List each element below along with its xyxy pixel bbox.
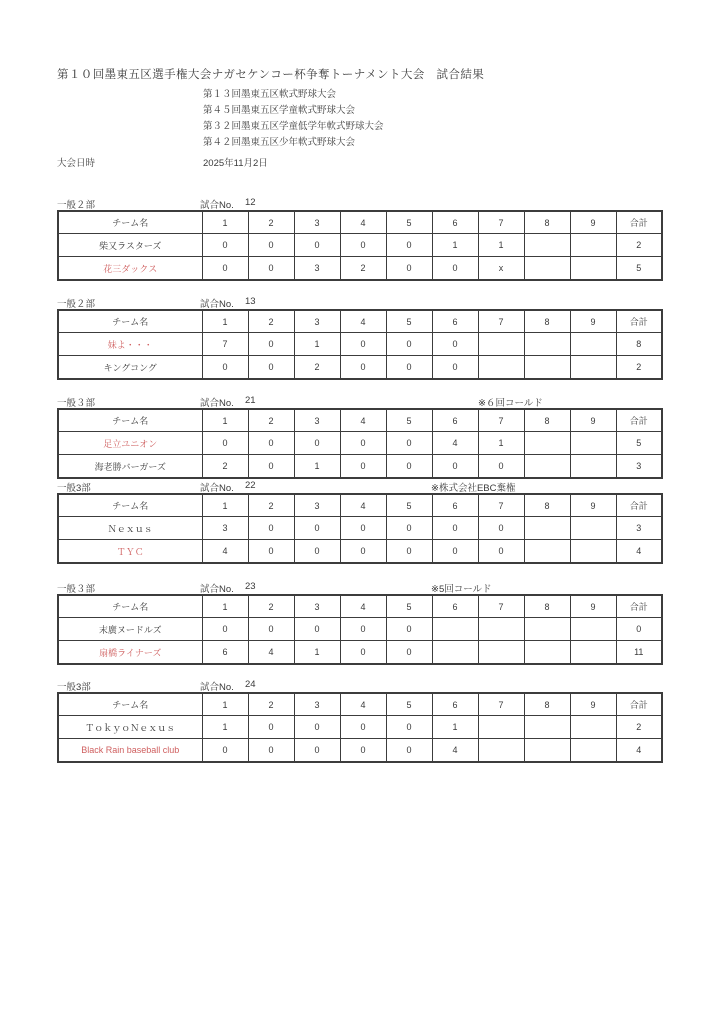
total-cell: 8: [616, 333, 662, 356]
inning-header: 4: [340, 595, 386, 618]
inning-cell: [524, 455, 570, 479]
header-row: [58, 693, 662, 716]
inning-cell: 0: [248, 234, 294, 257]
division-label: 一般3部: [57, 483, 91, 494]
inning-cell: [478, 716, 524, 739]
inning-header: 8: [524, 693, 570, 716]
inning-header: 6: [432, 409, 478, 432]
total-cell: 3: [616, 517, 662, 540]
inning-cell: [478, 641, 524, 665]
inning-cell: [524, 333, 570, 356]
team-name-cell: 足立ユニオン: [58, 432, 202, 455]
inning-cell: 3: [202, 517, 248, 540]
inning-cell: [570, 716, 616, 739]
inning-cell: 0: [432, 540, 478, 564]
inning-header: 3: [294, 595, 340, 618]
total-cell: 0: [616, 618, 662, 641]
score-table: [57, 408, 663, 479]
inning-cell: 1: [294, 455, 340, 479]
inning-cell: 4: [248, 641, 294, 665]
inning-cell: 0: [386, 716, 432, 739]
inning-cell: 0: [294, 234, 340, 257]
total-cell: 5: [616, 432, 662, 455]
header-row: [58, 494, 662, 517]
inning-header: 3: [294, 211, 340, 234]
inning-cell: 4: [202, 540, 248, 564]
inning-header: 9: [570, 409, 616, 432]
inning-cell: [524, 716, 570, 739]
inning-cell: 0: [386, 455, 432, 479]
inning-cell: 0: [432, 257, 478, 281]
team-name-cell: 扇橋ライナーズ: [58, 641, 202, 665]
inning-header: 3: [294, 693, 340, 716]
inning-header: 7: [478, 409, 524, 432]
page-title: 第１０回墨東五区選手権大会ナガセケンコー杯争奪トーナメント大会 試合結果: [57, 69, 485, 81]
inning-cell: [524, 540, 570, 564]
inning-cell: 0: [386, 618, 432, 641]
inning-header: 5: [386, 494, 432, 517]
team-name-cell: ＴｏｋｙｏＮｅｘｕｓ: [58, 716, 202, 739]
game-no-value: 22: [245, 480, 256, 491]
table-row: [58, 517, 662, 540]
inning-header: 9: [570, 595, 616, 618]
inning-header: 7: [478, 494, 524, 517]
inning-cell: 0: [202, 432, 248, 455]
table-row: [58, 641, 662, 665]
team-name-header: チーム名: [58, 595, 202, 618]
inning-cell: 1: [294, 333, 340, 356]
inning-cell: 0: [294, 739, 340, 763]
inning-cell: 0: [340, 641, 386, 665]
inning-cell: [570, 739, 616, 763]
inning-header: 8: [524, 310, 570, 333]
game-no-label: 試合No.: [200, 682, 234, 693]
total-cell: 3: [616, 455, 662, 479]
game-no-value: 12: [245, 197, 256, 208]
sections: [57, 197, 663, 778]
inning-cell: [570, 257, 616, 281]
section-label-row: [57, 197, 663, 210]
inning-cell: [570, 432, 616, 455]
inning-cell: [524, 432, 570, 455]
inning-cell: [570, 234, 616, 257]
score-table: [57, 493, 663, 564]
inning-header: 9: [570, 310, 616, 333]
inning-header: 4: [340, 310, 386, 333]
section-label-row: [57, 395, 663, 408]
total-cell: 4: [616, 739, 662, 763]
inning-cell: 0: [340, 234, 386, 257]
team-name-cell: ＴＹＣ: [58, 540, 202, 564]
inning-cell: [570, 333, 616, 356]
table-row: [58, 257, 662, 281]
inning-header: 2: [248, 409, 294, 432]
inning-cell: 0: [478, 540, 524, 564]
section-label-row: [57, 296, 663, 309]
inning-cell: [524, 356, 570, 380]
inning-cell: 6: [202, 641, 248, 665]
team-name-cell: 柴又ラスターズ: [58, 234, 202, 257]
inning-cell: 1: [478, 234, 524, 257]
inning-cell: [478, 333, 524, 356]
inning-header: 7: [478, 211, 524, 234]
inning-cell: [570, 618, 616, 641]
table-row: [58, 455, 662, 479]
table-row: [58, 234, 662, 257]
inning-header: 2: [248, 595, 294, 618]
score-table-head: [58, 409, 662, 432]
team-name-header: チーム名: [58, 211, 202, 234]
inning-cell: 0: [432, 333, 478, 356]
team-name-cell: 花三ダックス: [58, 257, 202, 281]
inning-header: 1: [202, 310, 248, 333]
score-table-body: [58, 234, 662, 281]
inning-header: 3: [294, 310, 340, 333]
total-header: 合計: [616, 595, 662, 618]
tournament-subtitle-list: [203, 87, 384, 151]
inning-cell: 2: [202, 455, 248, 479]
game-no-label: 試合No.: [200, 200, 234, 211]
score-table-head: [58, 595, 662, 618]
inning-header: 6: [432, 310, 478, 333]
inning-cell: 4: [432, 739, 478, 763]
inning-header: 8: [524, 409, 570, 432]
game-no-value: 23: [245, 581, 256, 592]
inning-header: 6: [432, 693, 478, 716]
inning-header: 5: [386, 595, 432, 618]
inning-header: 8: [524, 494, 570, 517]
inning-header: 5: [386, 693, 432, 716]
event-date-row: [57, 155, 457, 169]
inning-header: 1: [202, 211, 248, 234]
inning-cell: 0: [202, 618, 248, 641]
inning-cell: 2: [294, 356, 340, 380]
score-table-body: [58, 618, 662, 665]
team-name-cell: 妹よ・・・: [58, 333, 202, 356]
inning-cell: [524, 641, 570, 665]
team-name-cell: 海老勝バーガーズ: [58, 455, 202, 479]
score-table-body: [58, 333, 662, 380]
inning-cell: 0: [386, 641, 432, 665]
inning-cell: 0: [386, 333, 432, 356]
inning-cell: [570, 455, 616, 479]
score-table-head: [58, 494, 662, 517]
team-name-header: チーム名: [58, 494, 202, 517]
inning-cell: 0: [248, 618, 294, 641]
inning-header: 8: [524, 211, 570, 234]
inning-cell: 0: [248, 455, 294, 479]
header-row: [58, 211, 662, 234]
inning-cell: [570, 517, 616, 540]
inning-cell: 0: [432, 455, 478, 479]
inning-cell: 1: [432, 716, 478, 739]
inning-header: 1: [202, 595, 248, 618]
inning-header: 9: [570, 693, 616, 716]
inning-cell: 7: [202, 333, 248, 356]
inning-cell: 0: [386, 257, 432, 281]
table-row: [58, 716, 662, 739]
inning-cell: 0: [248, 257, 294, 281]
inning-cell: 0: [294, 517, 340, 540]
inning-cell: 0: [248, 356, 294, 380]
inning-cell: 3: [294, 257, 340, 281]
total-header: 合計: [616, 310, 662, 333]
inning-cell: 0: [340, 356, 386, 380]
game-no-label: 試合No.: [200, 483, 234, 494]
score-section: [57, 395, 663, 479]
inning-cell: 0: [294, 432, 340, 455]
inning-header: 5: [386, 310, 432, 333]
game-no-value: 24: [245, 679, 256, 690]
inning-cell: [570, 356, 616, 380]
inning-cell: 0: [340, 455, 386, 479]
score-table-head: [58, 310, 662, 333]
inning-cell: 0: [386, 739, 432, 763]
inning-header: 3: [294, 494, 340, 517]
inning-header: 1: [202, 693, 248, 716]
table-row: [58, 618, 662, 641]
inning-cell: 0: [340, 618, 386, 641]
game-no-label: 試合No.: [200, 584, 234, 595]
game-no-label: 試合No.: [200, 299, 234, 310]
total-header: 合計: [616, 409, 662, 432]
game-no-label: 試合No.: [200, 398, 234, 409]
inning-header: 5: [386, 409, 432, 432]
total-cell: 2: [616, 716, 662, 739]
team-name-cell: キングコング: [58, 356, 202, 380]
inning-cell: [478, 356, 524, 380]
inning-header: 4: [340, 211, 386, 234]
score-section: [57, 480, 663, 564]
total-cell: 5: [616, 257, 662, 281]
score-section: [57, 197, 663, 281]
inning-cell: 2: [340, 257, 386, 281]
inning-cell: 0: [340, 739, 386, 763]
inning-header: 6: [432, 494, 478, 517]
inning-cell: 0: [340, 333, 386, 356]
inning-cell: 0: [202, 739, 248, 763]
division-label: 一般3部: [57, 682, 91, 693]
inning-cell: 0: [294, 540, 340, 564]
header-row: [58, 409, 662, 432]
section-note: ※６回コールド: [478, 398, 543, 409]
subtitle-line: 第４２回墨東五区少年軟式野球大会: [203, 137, 356, 148]
inning-cell: 0: [202, 234, 248, 257]
inning-header: 4: [340, 409, 386, 432]
team-name-cell: 末廣ヌードルズ: [58, 618, 202, 641]
inning-cell: 0: [248, 739, 294, 763]
inning-header: 1: [202, 494, 248, 517]
inning-header: 2: [248, 211, 294, 234]
table-row: [58, 540, 662, 564]
score-section: [57, 679, 663, 763]
inning-cell: 1: [432, 234, 478, 257]
inning-header: 7: [478, 310, 524, 333]
inning-header: 2: [248, 693, 294, 716]
total-header: 合計: [616, 693, 662, 716]
team-name-header: チーム名: [58, 693, 202, 716]
inning-cell: [432, 618, 478, 641]
inning-header: 2: [248, 310, 294, 333]
team-name-cell: Black Rain baseball club: [58, 739, 202, 763]
game-no-value: 21: [245, 395, 256, 406]
inning-header: 8: [524, 595, 570, 618]
inning-cell: 1: [294, 641, 340, 665]
inning-cell: 0: [340, 432, 386, 455]
score-table: [57, 309, 663, 380]
inning-cell: 0: [202, 257, 248, 281]
score-table: [57, 210, 663, 281]
header-row: [58, 595, 662, 618]
inning-header: 9: [570, 494, 616, 517]
inning-cell: 0: [340, 517, 386, 540]
inning-cell: 0: [294, 618, 340, 641]
inning-cell: 0: [432, 517, 478, 540]
inning-cell: 0: [386, 234, 432, 257]
inning-cell: 0: [432, 356, 478, 380]
inning-cell: 0: [248, 540, 294, 564]
inning-cell: x: [478, 257, 524, 281]
inning-cell: [432, 641, 478, 665]
inning-cell: 0: [340, 540, 386, 564]
score-table-head: [58, 693, 662, 716]
inning-cell: [524, 618, 570, 641]
inning-header: 1: [202, 409, 248, 432]
table-row: [58, 333, 662, 356]
inning-cell: 0: [386, 540, 432, 564]
inning-cell: 0: [386, 517, 432, 540]
score-table-body: [58, 716, 662, 763]
inning-cell: 0: [386, 356, 432, 380]
score-table: [57, 594, 663, 665]
team-name-cell: Ｎｅｘｕｓ: [58, 517, 202, 540]
total-header: 合計: [616, 494, 662, 517]
event-date-label: 大会日時: [57, 158, 96, 169]
table-row: [58, 739, 662, 763]
division-label: 一般３部: [57, 398, 96, 409]
total-cell: 2: [616, 356, 662, 380]
subtitle-line: 第１３回墨東五区軟式野球大会: [203, 89, 337, 100]
inning-cell: [570, 641, 616, 665]
inning-cell: 0: [340, 716, 386, 739]
inning-header: 4: [340, 693, 386, 716]
inning-cell: 0: [248, 432, 294, 455]
inning-cell: 0: [202, 356, 248, 380]
section-note: ※5回コールド: [431, 584, 492, 595]
inning-cell: [524, 257, 570, 281]
score-table-head: [58, 211, 662, 234]
inning-cell: 0: [294, 716, 340, 739]
section-label-row: [57, 480, 663, 493]
total-cell: 4: [616, 540, 662, 564]
inning-header: 7: [478, 595, 524, 618]
game-no-value: 13: [245, 296, 256, 307]
inning-cell: 0: [248, 517, 294, 540]
total-header: 合計: [616, 211, 662, 234]
inning-header: 6: [432, 595, 478, 618]
inning-header: 6: [432, 211, 478, 234]
inning-cell: 0: [386, 432, 432, 455]
team-name-header: チーム名: [58, 310, 202, 333]
inning-cell: [478, 739, 524, 763]
inning-header: 7: [478, 693, 524, 716]
inning-header: 9: [570, 211, 616, 234]
total-cell: 2: [616, 234, 662, 257]
inning-cell: [524, 234, 570, 257]
inning-cell: [478, 618, 524, 641]
inning-cell: 0: [248, 333, 294, 356]
inning-header: 3: [294, 409, 340, 432]
inning-cell: 1: [478, 432, 524, 455]
total-cell: 11: [616, 641, 662, 665]
score-section: [57, 581, 663, 665]
inning-header: 5: [386, 211, 432, 234]
division-label: 一般２部: [57, 200, 96, 211]
table-row: [58, 432, 662, 455]
score-table-body: [58, 432, 662, 479]
section-label-row: [57, 581, 663, 594]
inning-cell: [524, 739, 570, 763]
inning-cell: 0: [478, 517, 524, 540]
section-note: ※株式会社EBC棄権: [431, 483, 516, 494]
division-label: 一般２部: [57, 299, 96, 310]
inning-cell: 0: [478, 455, 524, 479]
inning-cell: 4: [432, 432, 478, 455]
inning-cell: 1: [202, 716, 248, 739]
table-row: [58, 356, 662, 380]
score-table-body: [58, 517, 662, 564]
inning-header: 4: [340, 494, 386, 517]
team-name-header: チーム名: [58, 409, 202, 432]
score-table: [57, 692, 663, 763]
division-label: 一般３部: [57, 584, 96, 595]
inning-cell: [524, 517, 570, 540]
inning-cell: [570, 540, 616, 564]
subtitle-line: 第４５回墨東五区学童軟式野球大会: [203, 105, 356, 116]
score-section: [57, 296, 663, 380]
event-date-value: 2025年11月2日: [203, 158, 268, 169]
subtitle-line: 第３２回墨東五区学童低学年軟式野球大会: [203, 121, 384, 132]
inning-cell: 0: [248, 716, 294, 739]
section-label-row: [57, 679, 663, 692]
header-row: [58, 310, 662, 333]
inning-header: 2: [248, 494, 294, 517]
